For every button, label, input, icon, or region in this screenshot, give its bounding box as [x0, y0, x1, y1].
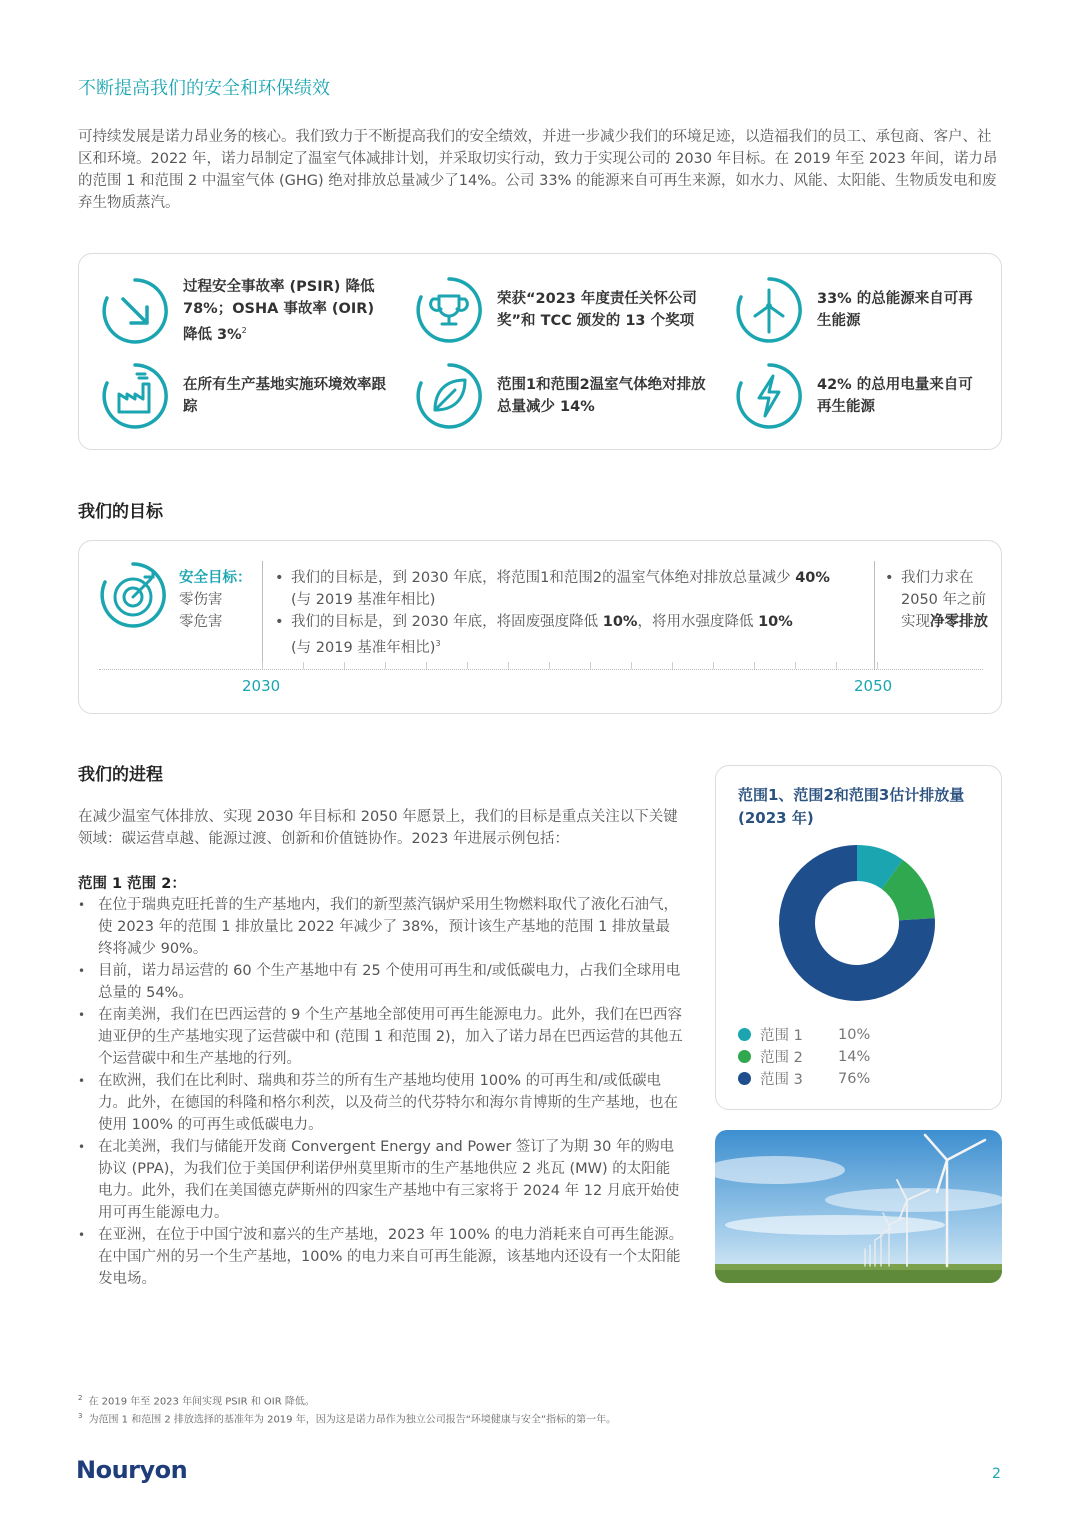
donut-chart — [772, 838, 942, 1008]
highlight-text: 在所有生产基地实施环境效率跟踪 — [183, 377, 386, 415]
goal-2030-list — [275, 567, 873, 659]
highlight-item: 过程安全事故率 (PSIR) 降低 78%；OSHA 事故率 (OIR) 降低 3%$^2$ — [101, 276, 391, 346]
timeline-tick — [836, 662, 837, 669]
highlight-item — [415, 362, 715, 430]
highlight-item — [735, 362, 985, 430]
goal-divider — [262, 561, 263, 669]
timeline-tick — [385, 662, 386, 669]
legend-swatch — [738, 1028, 751, 1041]
timeline-tick — [508, 662, 509, 669]
timeline-tick — [754, 662, 755, 669]
timeline-year-end: 2050 — [854, 677, 893, 695]
chart-title: 范围1、范围2和范围3估计排放量 (2023 年) — [738, 786, 965, 827]
list-item: • 目前，诺力昂运营的 60 个生产基地中有 25 个使用可再生和/或低碳电力，占我们全球用电总量的 54%。 — [78, 963, 681, 1001]
emissions-chart-card — [715, 765, 1002, 1110]
scope-heading: 范围 1 范围 2： — [78, 876, 186, 892]
timeline-tick — [877, 662, 878, 669]
highlight-item — [735, 276, 985, 344]
list-item: • 在欧洲，我们在比利时、瑞典和芬兰的所有生产基地均使用 100% 的可再生和/或低碳电力。此外，在德国的科隆和格尔利茨，以及荷兰的代芬特尔和海尔肯博斯的生产基地，也在使用 100% 的可再生或低碳电力。 — [78, 1073, 678, 1133]
factory-icon — [101, 362, 169, 430]
intro-paragraph: 可持续发展是诺力昂业务的核心。我们致力于不断提高我们的安全绩效，并进一步减少我们的环境足迹，以造福我们的员工、承包商、客户、社区和环境。2022 年，诺力昂制定了温室气体减排计划，并采取切实行动，致力于实现公司的 2030 年目标。在 2019 年至 2023 年间，诺力昂的范围 1 和范围 2 中温室气体 (GHG) 绝对排放总量减少了14%。公司 33% 的能源来自可再生来源，如水力、风能、太阳能、生物质发电和废弃生物质蒸汽。 — [78, 129, 998, 211]
legend-item: 范围 3 76% — [738, 1068, 870, 1089]
highlight-text: 过程安全事故率 (PSIR) 降低 78%；OSHA 事故率 (OIR) 降低 3% — [183, 279, 375, 343]
progress-heading: 我们的进程 — [78, 765, 163, 785]
legend-item: 范围 2 14% — [738, 1046, 870, 1067]
footnotes — [78, 1391, 616, 1428]
list-item: • 在亚洲，在位于中国宁波和嘉兴的生产基地，2023 年 100% 的电力消耗来自可再生能源。在中国广州的另一个生产基地，100% 的电力来自可再生能源，该基地内还设有一个太阳能发电场。 — [78, 1227, 684, 1287]
list-item: • 在位于瑞典克旺托普的生产基地内，我们的新型蒸汽锅炉采用生物燃料取代了液化石油气，使 2023 年的范围 1 排放量比 2022 年减少了 38%，预计该生产基地的范围 1 排放量最终将减少 90%。 — [78, 897, 678, 957]
footnote: $^3$ 为范围 1 和范围 2 排放选择的基准年为 2019 年，因为这是诺力昂作为独立公司报告“环境健康与安全”指标的第一年。 — [78, 1412, 617, 1426]
goal-2050: • 我们力求在 2050 年之前实现净零排放 — [885, 570, 988, 630]
brand-logo: Nouryon — [76, 1456, 188, 1484]
goals-card — [78, 540, 1002, 714]
wind-farm-photo — [715, 1130, 1002, 1283]
legend-item: 范围 1 10% — [738, 1024, 870, 1045]
highlight-text: 范围1和范围2温室气体绝对排放总量减少 14% — [497, 377, 706, 415]
highlights-card — [78, 253, 1002, 450]
timeline — [99, 669, 983, 670]
section-title: 不断提高我们的安全和环保绩效 — [78, 78, 330, 99]
goal-divider — [874, 561, 875, 669]
timeline-tick — [262, 662, 263, 669]
legend-swatch — [738, 1050, 751, 1063]
target-icon — [99, 561, 167, 629]
legend-swatch — [738, 1072, 751, 1085]
timeline-tick — [344, 662, 345, 669]
timeline-tick — [795, 662, 796, 669]
highlight-text: 33% 的总能源来自可再生能源 — [817, 291, 973, 329]
goal-bullet: • 我们的目标是，到 2030 年底，将固废强度降低 10%，将用水强度降低 10% (与 2019 基准年相比)$^3$ — [275, 614, 793, 656]
highlight-text: 荣获“2023 年度责任关怀公司奖”和 TCC 颁发的 13 个奖项 — [497, 291, 697, 329]
timeline-tick — [713, 662, 714, 669]
progress-intro: 在减少温室气体排放、实现 2030 年目标和 2050 年愿景上，我们的目标是重点关注以下关键领域：碳运营卓越、能源过渡、创新和价值链协作。2023 年进展示例包括： — [78, 809, 678, 847]
list-item: • 在北美洲，我们与储能开发商 Convergent Energy and Power 签订了为期 30 年的购电协议 (PPA)，为我们位于美国伊利诺伊州莫里斯市的生产基地供应 2 兆瓦 (MW) 的太阳能电力。此外，我们在美国德克萨斯州的四家生产基地中有三家将于 2024 年 12 月底开始使用可再生能源电力。 — [78, 1139, 680, 1221]
page-number: 2 — [992, 1466, 1001, 1482]
highlight-item — [101, 362, 391, 430]
safety-goal-item: 零危害 — [179, 614, 223, 630]
highlight-item — [415, 276, 715, 344]
safety-goal-label: 安全目标： — [179, 570, 252, 586]
timeline-tick — [631, 662, 632, 669]
safety-goal-item: 零伤害 — [179, 592, 223, 608]
trophy-icon — [415, 276, 483, 344]
lightning-icon — [735, 362, 803, 430]
arrow-down-icon — [101, 277, 169, 345]
timeline-tick — [672, 662, 673, 669]
timeline-tick — [426, 662, 427, 669]
goals-heading: 我们的目标 — [78, 502, 163, 522]
safety-goal — [179, 567, 252, 633]
timeline-tick — [303, 662, 304, 669]
highlight-text: 42% 的总用电量来自可再生能源 — [817, 377, 973, 415]
timeline-tick — [590, 662, 591, 669]
wind-turbine-icon — [735, 276, 803, 344]
progress-bullets — [78, 894, 684, 1290]
leaf-icon — [415, 362, 483, 430]
goal-bullet: • 我们的目标是，到 2030 年底，将范围1和范围2的温室气体绝对排放总量减少 40% (与 2019 基准年相比) — [275, 570, 830, 608]
timeline-year-start: 2030 — [242, 677, 281, 695]
timeline-tick — [549, 662, 550, 669]
list-item: • 在南美洲，我们在巴西运营的 9 个生产基地全部使用可再生能源电力。此外，我们在巴西容迪亚伊的生产基地实现了运营碳中和 (范围 1 和范围 2)，加入了诺力昂在巴西运营的其他五个运营碳中和生产基地的行列。 — [78, 1007, 683, 1067]
timeline-tick — [467, 662, 468, 669]
footnote: $^2$ 在 2019 年至 2023 年间实现 PSIR 和 OIR 降低。 — [78, 1394, 315, 1408]
